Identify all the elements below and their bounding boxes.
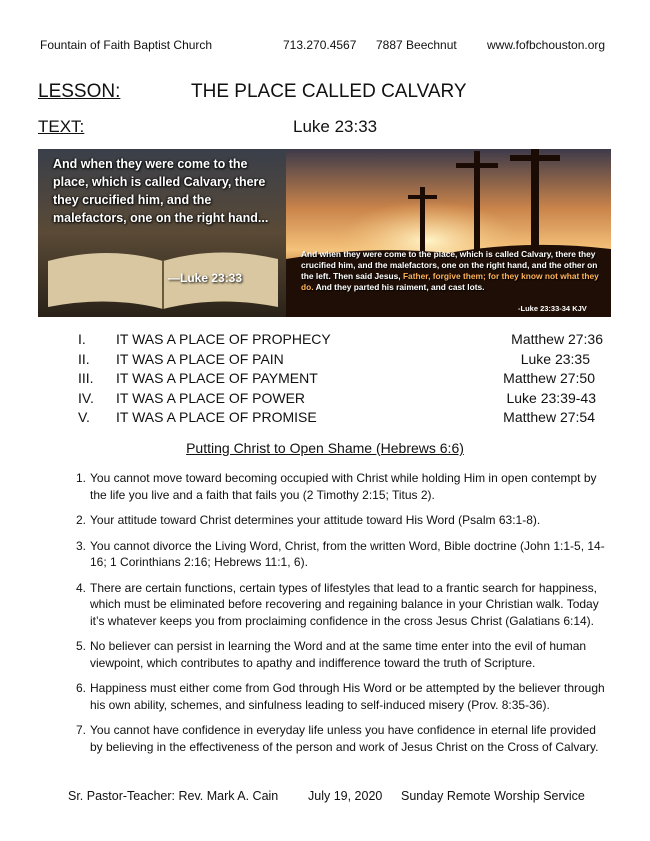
- point-number: 4.: [76, 580, 87, 595]
- points-list: [76, 470, 611, 764]
- list-item: [76, 680, 611, 713]
- list-item: [76, 538, 611, 571]
- church-phone: 713.270.4567: [283, 38, 357, 52]
- list-item: [76, 512, 611, 529]
- point-text: Your attitude toward Christ determines your attitude toward His Word (Psalm 63:1-8).: [90, 513, 541, 527]
- outline-title: IT WAS A PLACE OF PROMISE: [116, 409, 317, 426]
- outline-item: [78, 351, 603, 371]
- outline-item: [78, 331, 603, 351]
- outline-number: IV.: [78, 389, 94, 406]
- outline-reference: Matthew 27:54: [503, 409, 595, 426]
- cross-right: [531, 149, 539, 257]
- point-text: You cannot have confidence in everyday life unless you have confidence in eternal life provided by believing in the effectiveness of the person and work of Jesus Christ on the Cross of Calvary.: [90, 723, 599, 754]
- subheading-text: Putting Christ to Open Shame (Hebrews 6:6): [186, 440, 464, 456]
- church-address: 7887 Beechnut: [376, 38, 457, 52]
- outline-title: IT WAS A PLACE OF PAYMENT: [116, 370, 318, 387]
- point-text: You cannot divorce the Living Word, Christ, from the written Word, Bible doctrine (John 1:1-5, 14-16; 1 Corinthians 2:16; Hebrews 11:1, 6).: [90, 538, 605, 569]
- point-number: 2.: [76, 513, 87, 527]
- list-item: [76, 722, 611, 755]
- church-website[interactable]: www.fofbchouston.org: [487, 38, 606, 52]
- point-number: 7.: [76, 723, 87, 737]
- scripture-banner-image: [38, 149, 611, 317]
- banner-right-quote-2b: Father, forgive them; for they know not what they do.: [301, 271, 599, 292]
- banner-left-quote: And when they were come to the place, which is called Calvary, there they crucified him, and the malefactors, one on the right hand...: [53, 157, 269, 225]
- point-text: There are certain functions, certain types of lifestyles that lead to a frantic search for happiness, which must be eliminated before recovering and regaining balance in your Christian walk. Today it’s whatever keeps you from proclaiming confidence in the cross Jesus Christ (Galatians 6:14).: [90, 580, 599, 628]
- section-subheading: [0, 440, 650, 456]
- outline-reference: Matthew 27:50: [503, 370, 595, 387]
- banner-right-reference: -Luke 23:33-34 KJV: [518, 304, 587, 313]
- list-item: [76, 638, 611, 671]
- outline-reference: Matthew 27:36: [511, 331, 603, 347]
- outline-title: IT WAS A PLACE OF POWER: [116, 389, 306, 406]
- church-name: Fountain of Faith Baptist Church: [40, 38, 213, 52]
- banner-left-reference: —Luke 23:33: [168, 271, 243, 285]
- outline-number: V.: [78, 409, 90, 426]
- outline-item: [78, 390, 603, 410]
- outline-title: IT WAS A PLACE OF PAIN: [116, 350, 284, 367]
- point-number: 5.: [76, 639, 87, 653]
- text-label: TEXT:: [38, 117, 85, 136]
- point-text: Happiness must either come from God through His Word or be attempted by the believer through his own ability, schemes, and sinfulness leading to self-induced misery (Prov. 8:35-36).: [90, 681, 605, 712]
- lesson-label: LESSON:: [38, 81, 121, 102]
- footer-pastor: Sr. Pastor-Teacher: Rev. Mark A. Cain: [68, 789, 279, 803]
- outline-number: III.: [78, 370, 94, 387]
- text-reference: Luke 23:33: [293, 117, 378, 136]
- outline-number: I.: [78, 331, 86, 347]
- banner-right-quote-2a: Then said Jesus,: [333, 271, 403, 281]
- point-text: You cannot move toward becoming occupied with Christ while holding Him in open contempt by the life you live and a faith that fails you (2 Timothy 2:15; Titus 2).: [90, 471, 597, 502]
- list-item: [76, 580, 611, 630]
- banner-right-quote-2c: And they parted his raiment, and cast lots.: [313, 282, 485, 292]
- footer-service: Sunday Remote Worship Service: [401, 789, 585, 803]
- outline-item: [78, 370, 603, 390]
- outline-reference: Luke 23:35: [520, 350, 590, 367]
- point-text: No believer can persist in learning the Word and at the same time enter into the evil of human viewpoint, which contributes to apathy and indifference toward the truth of Scripture.: [90, 639, 587, 670]
- sermon-outline: [78, 331, 603, 429]
- point-number: 6.: [76, 681, 87, 695]
- point-number: 3.: [76, 538, 87, 553]
- point-number: 1.: [76, 471, 87, 485]
- outline-item: [78, 409, 603, 429]
- banner-right-quote: [301, 249, 601, 293]
- lesson-title: THE PLACE CALLED CALVARY: [191, 81, 467, 102]
- outline-title: IT WAS A PLACE OF PROPHECY: [116, 331, 331, 347]
- list-item: [76, 470, 611, 503]
- banner-right-quote-1: And when they were come to the place, which is called Calvary, there they crucified him, and the malefactors, one on the right hand, and the other on the left.: [301, 249, 598, 281]
- page-header: [40, 38, 620, 54]
- outline-reference: Luke 23:39-43: [506, 389, 596, 406]
- outline-number: II.: [78, 350, 90, 367]
- footer-date: July 19, 2020: [308, 789, 383, 803]
